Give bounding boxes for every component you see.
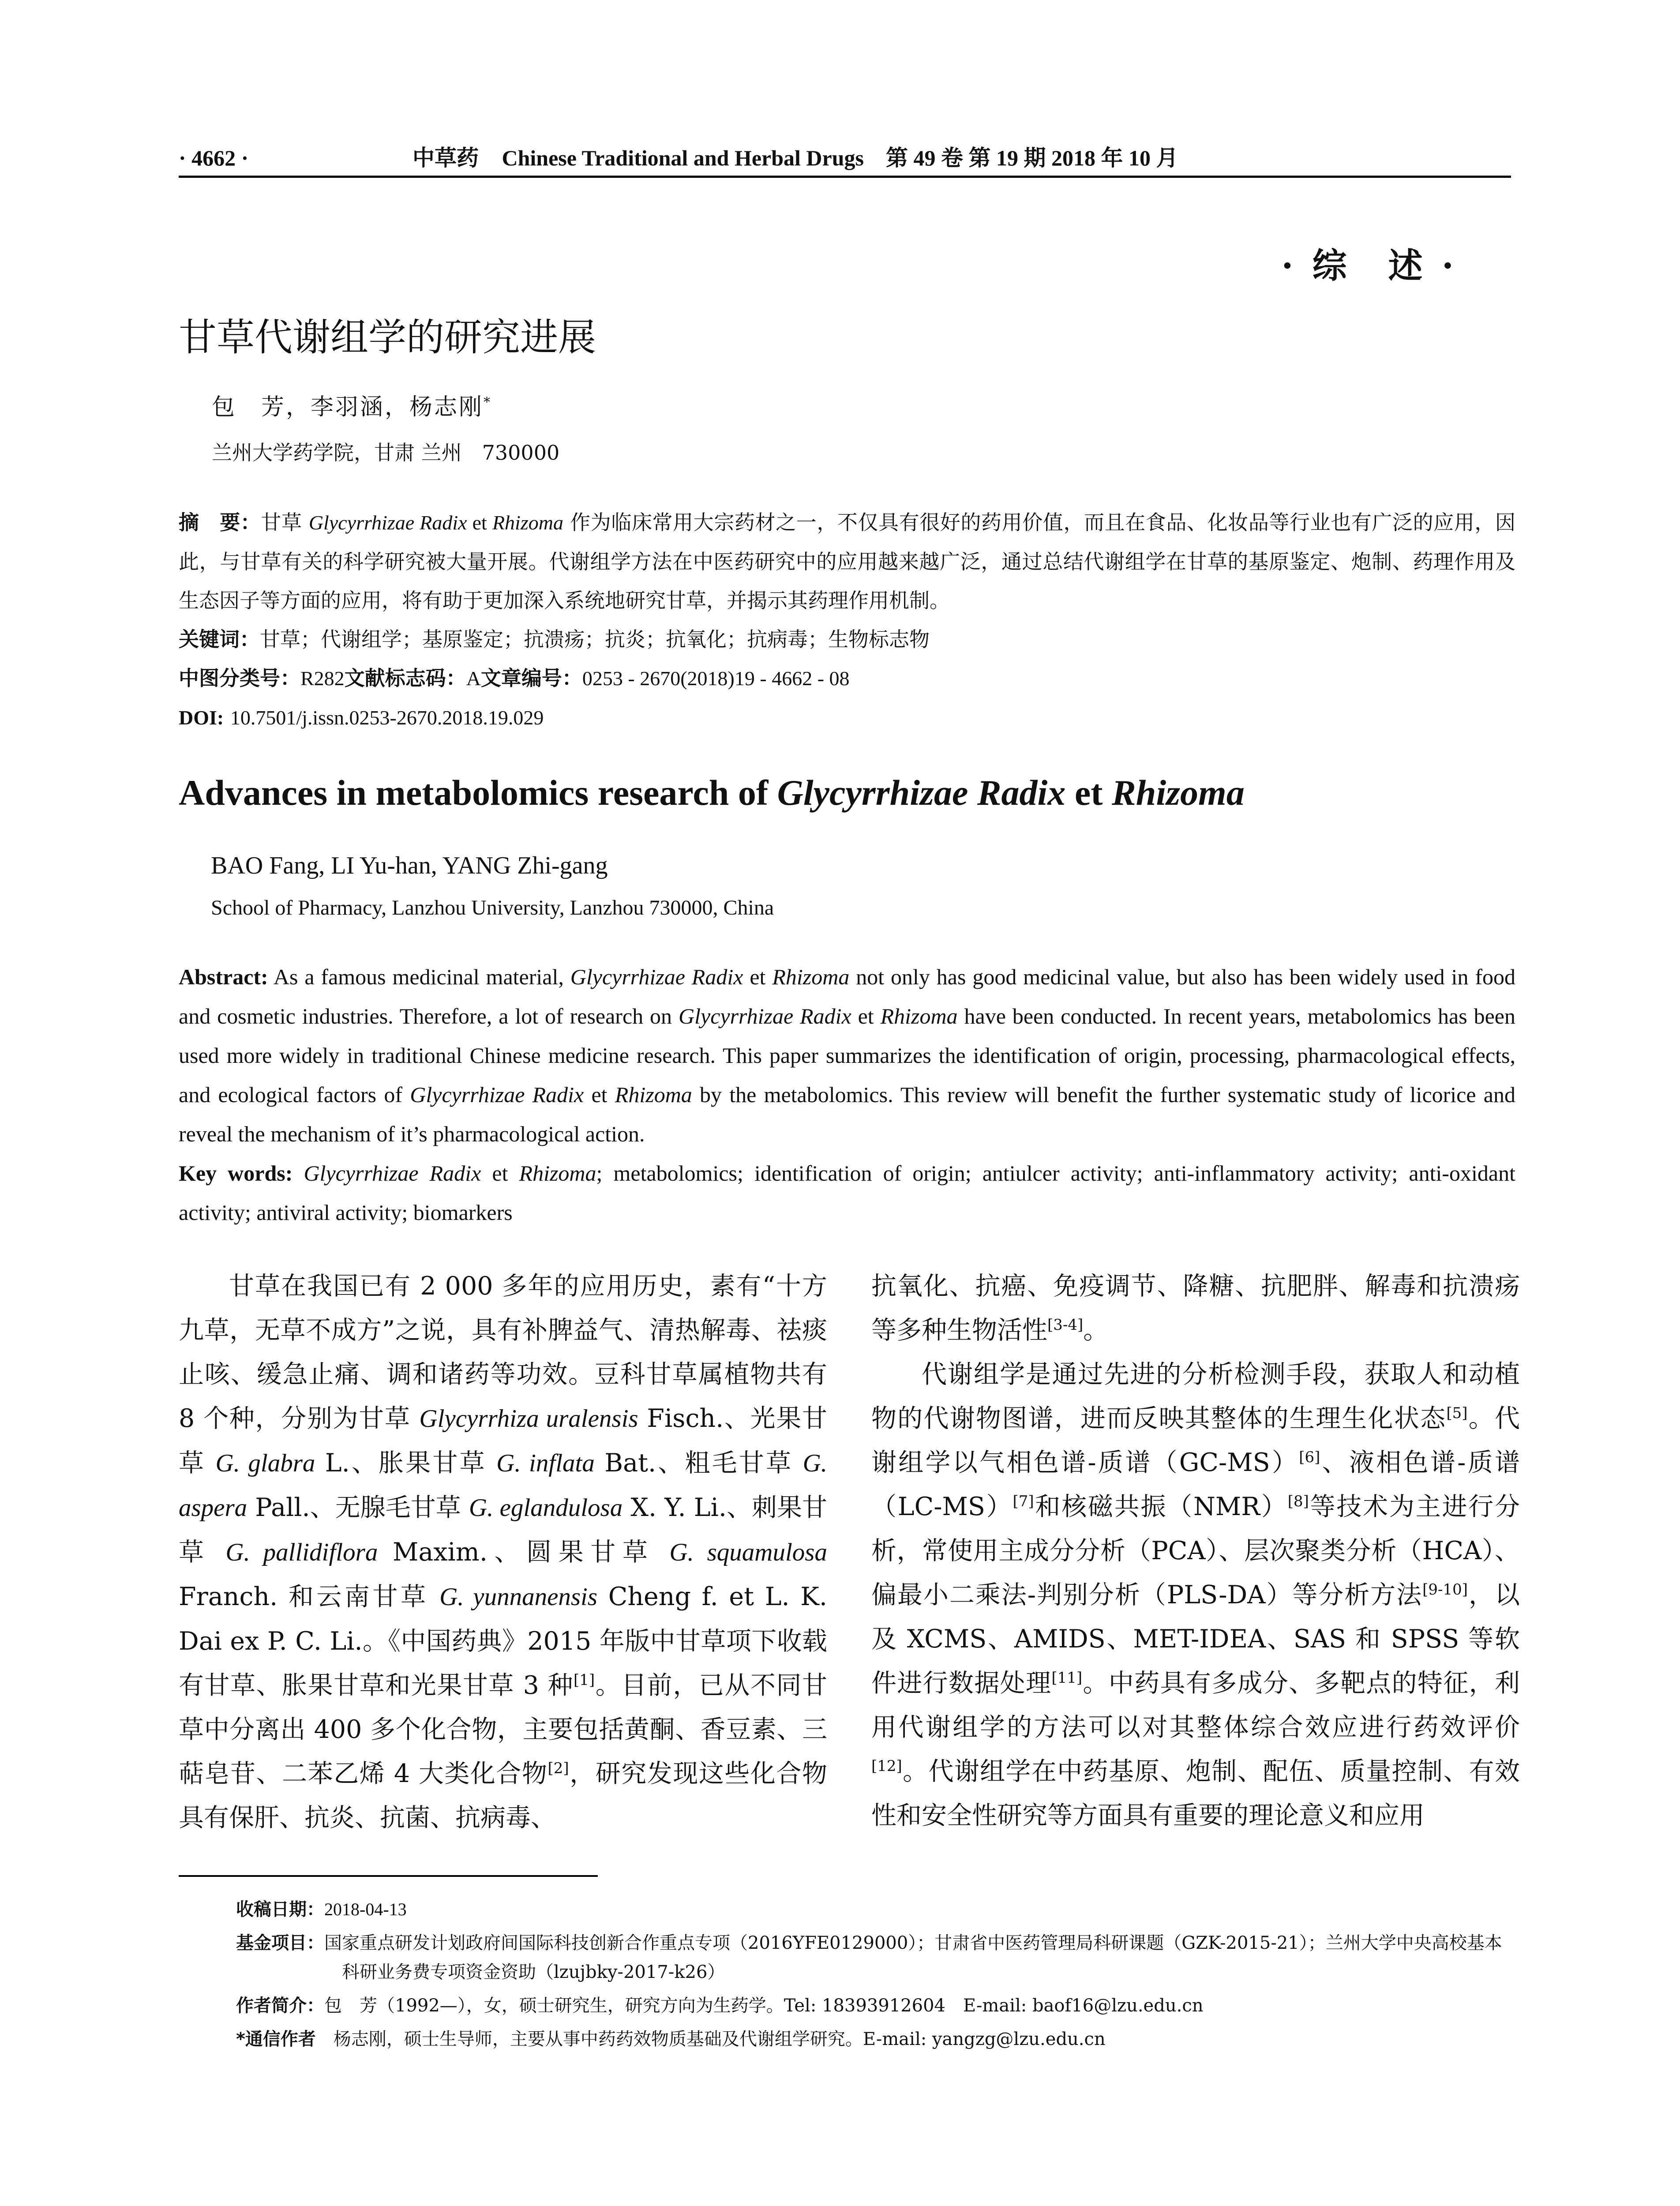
en-abstract-text: As a famous medicinal material, (268, 964, 570, 989)
en-title-text: Advances in metabolomics research of (179, 773, 777, 813)
footnote-text: 国家重点研发计划政府间国际科技创新合作重点专项（2016YFE0129000）；甘肃省中医药管理局科研课题（GZK-2015-21）；兰州大学中央高校基本科研业务费专项资金资助（lzujbky-2017-k26） (324, 1933, 1502, 1982)
body-text: 和核磁共振（NMR） (1034, 1492, 1288, 1521)
footnotes (236, 1895, 1515, 2058)
en-keywords-label: Key words: (179, 1161, 293, 1186)
citation-ref: [11] (1051, 1669, 1083, 1687)
body-text: 等技术为主进行分析，常使用主成分分析（PCA）、层次聚类分析（HCA）、偏最小二乘法-判别分析（PLS-DA）等分析方法 (871, 1492, 1520, 1609)
latin-name: G. inflata (496, 1449, 595, 1477)
footnote-received (236, 1895, 1515, 1924)
body-text: ，研究发现这些化合物具有保肝、抗炎、抗菌、抗病毒、 (179, 1759, 827, 1832)
footnote-author (236, 1991, 1515, 2020)
doi-label: DOI: (179, 706, 224, 729)
body-text: 、液相色谱-质谱（LC-MS） (871, 1448, 1520, 1521)
latin-name: G. yunnanensis (439, 1583, 598, 1611)
body-paragraph (871, 1264, 1520, 1352)
article-no-label: 文章编号： (480, 666, 582, 690)
footnote-text: 杨志刚，硕士生导师，主要从事中药药效物质基础及代谢组学研究。E-mail: yangzg@lzu.edu.cn (333, 2029, 1106, 2049)
cn-affiliation: 兰州大学药学院，甘肃 兰州 730000 (212, 441, 560, 465)
en-abstract (179, 957, 1515, 1154)
body-text: 甘草在我国已有 2 000 多年的应用历史，素有“十方九草，无草不成方”之说，具有补脾益气、清热解毒、祛痰止咳、缓急止痛、调和诸药等功效。豆科甘草属植物共有 8 个种，分别为甘草 (179, 1272, 827, 1433)
body-right-column (871, 1264, 1520, 1838)
en-abstract-text: have been conducted. In recent years, metabolomics has been used more widely in traditional Chinese medicine research. This paper summarizes the identification of origin, processing, pharmacological effects, and ecological factors of (179, 1004, 1515, 1107)
footnote-label: 基金项目： (236, 1933, 324, 1953)
journal-name-cn: 中草药 (412, 146, 479, 170)
body-text: L.、胀果甘草 (315, 1448, 497, 1478)
en-title (179, 772, 1245, 814)
footnote-text: 2018-04-13 (324, 1899, 407, 1919)
latin-name: Glycyrrhizae Radix (308, 511, 467, 534)
body-text: Cheng f. et L. K. Dai ex P. C. Li.。《中国药典》2015 年版中甘草项下收载有甘草、胀果甘草和光果甘草 3 种 (179, 1582, 827, 1700)
journal-issue: Chinese Traditional and Herbal Drugs 第 49 卷 第 19 期 2018 年 10 月 (502, 146, 1178, 170)
cn-authors-names: 包 芳，李羽涵，杨志刚 (212, 394, 484, 420)
body-text: 。中药具有多成分、多靶点的特征，利用代谢组学的方法可以对其整体综合效应进行药效评价 (871, 1669, 1520, 1742)
citation-ref: [9-10] (1422, 1581, 1468, 1598)
en-abstract-label: Abstract: (179, 964, 268, 989)
body-text: 抗氧化、抗癌、免疫调节、降糖、抗肥胖、解毒和抗溃疡等多种生物活性 (871, 1272, 1520, 1345)
doc-code-label: 文献标志码： (344, 666, 466, 690)
body-text: Fisch.、光果甘草 (179, 1404, 827, 1478)
cn-abstract (179, 503, 1515, 620)
cn-abstract-text: 作为临床常用大宗药材之一，不仅具有很好的药用价值，而且在食品、化妆品等行业也有广泛的应用，因此，与甘草有关的科学研究被大量开展。代谢组学方法在中医药研究中的应用越来越广泛，通过总结代谢组学在甘草的基原鉴定、炮制、药理作用及生态因子等方面的应用，将有助于更加深入系统地研究甘草，并揭示其药理作用机制。 (179, 510, 1516, 612)
cn-classification-row (179, 659, 1515, 698)
cn-abstract-block (179, 503, 1515, 737)
latin-name: Rhizoma (519, 1161, 596, 1186)
latin-name: Glycyrrhizae Radix (777, 773, 1066, 813)
en-affiliation: School of Pharmacy, Lanzhou University, Lanzhou 730000, China (211, 896, 774, 919)
cn-authors (212, 388, 492, 421)
body-text: 。代谢组学在中药基原、炮制、配伍、质量控制、有效性和安全性研究等方面具有重要的理论意义和应用 (871, 1757, 1520, 1830)
latin-name: Glycyrrhizae Radix (570, 964, 743, 989)
latin-et: et (481, 1161, 519, 1186)
latin-name: Rhizoma (1112, 773, 1245, 813)
body-text: 。目前，已从不同甘草中分离出 400 多个化合物，主要包括黄酮、香豆素、三萜皂苷、二苯乙烯 4 大类化合物 (179, 1671, 827, 1788)
article-no-cell (481, 666, 850, 690)
citation-ref: [7] (1012, 1493, 1034, 1510)
footnote-funding (236, 1928, 1515, 1987)
citation-ref: [5] (1446, 1404, 1468, 1422)
latin-name: Glycyrrhizae Radix (410, 1082, 584, 1107)
en-abstract-block (179, 957, 1515, 1232)
citation-ref: [8] (1287, 1493, 1309, 1510)
cn-abstract-text: 甘草 (261, 510, 309, 534)
footnote-text: 包 芳（1992—），女，硕士研究生，研究方向为生药学。Tel: 18393912604 E-mail: baof16@lzu.edu.cn (324, 1996, 1204, 2016)
latin-name: G. glabra (215, 1449, 315, 1477)
citation-ref: [2] (548, 1760, 569, 1777)
cn-title: 甘草代谢组学的研究进展 (179, 315, 596, 360)
latin-name: Glycyrrhiza uralensis (419, 1405, 638, 1433)
latin-et: et (743, 964, 772, 989)
body-text: X. Y. Li.、刺果甘草 (179, 1493, 828, 1567)
en-abstract-text: by the metabolomics. This review will benefit the further systematic study of licorice and reveal the mechanism of it’s pharmacological action. (179, 1082, 1515, 1146)
cn-keywords-label: 关键词： (179, 627, 260, 651)
citation-ref: [6] (1299, 1448, 1320, 1466)
latin-name: Rhizoma (772, 964, 850, 989)
doi-value: 10.7501/j.issn.0253-2670.2018.19.029 (230, 706, 544, 729)
body-text: Franch. 和云南甘草 (179, 1582, 440, 1611)
cn-abstract-label: 摘 要： (179, 510, 261, 534)
latin-et: et (467, 511, 492, 534)
body-paragraph (871, 1352, 1520, 1838)
body-text: 。 (1083, 1316, 1109, 1345)
body-left-column (179, 1264, 827, 1840)
en-authors: BAO Fang, LI Yu-han, YANG Zhi-gang (211, 852, 608, 879)
latin-name: G. eglandulosa (469, 1494, 623, 1522)
citation-ref: [1] (574, 1671, 595, 1689)
article-no-value: 0253 - 2670(2018)19 - 4662 - 08 (582, 667, 850, 690)
body-text: Bat.、粗毛甘草 (594, 1448, 803, 1478)
doc-code-cell (345, 666, 481, 690)
clc-cell (179, 666, 345, 690)
footnote-rule (179, 1875, 598, 1877)
latin-name: Rhizoma (615, 1082, 692, 1107)
en-abstract-text: not only has good medicinal value, but also has been widely used in food and cosmetic industries. Therefore, a lot of research on (179, 964, 1515, 1028)
journal-name (412, 140, 1178, 176)
latin-name: Glycyrrhizae Radix (679, 1004, 851, 1028)
body-text: 。代谢组学以气相色谱-质谱（GC-MS） (871, 1404, 1520, 1477)
cn-keywords-text: 甘草；代谢组学；基原鉴定；抗溃疡；抗炎；抗氧化；抗病毒；生物标志物 (260, 627, 930, 651)
latin-et: et (851, 1004, 881, 1028)
running-head (179, 140, 1511, 178)
en-keywords (179, 1154, 1515, 1232)
latin-name: G. squamulosa (669, 1538, 827, 1566)
body-text: Maxim.、圆果甘草 (378, 1538, 670, 1567)
latin-name: Glycyrrhizae Radix (304, 1161, 481, 1186)
doi-row (179, 698, 1515, 737)
clc-label: 中图分类号： (179, 666, 300, 690)
en-keywords-text: ; metabolomics; identification of origin; antiulcer activity; anti-inflammatory activity; anti-oxidant activity; antiviral activity; biomarkers (179, 1161, 1515, 1225)
footnote-label: *通信作者 (236, 2029, 316, 2049)
citation-ref: [3-4] (1047, 1316, 1084, 1334)
corresponding-mark: * (484, 394, 492, 410)
body-text: Pall.、无腺毛甘草 (247, 1493, 469, 1522)
latin-name: G. pallidiflora (225, 1538, 378, 1566)
page-number: · 4662 · (179, 146, 249, 170)
body-text: ，以及 XCMS、AMIDS、MET-IDEA、SAS 和 SPSS 等软件进行数据处理 (871, 1580, 1520, 1698)
latin-name: Rhizoma (492, 511, 563, 534)
footnote-label: 作者简介： (236, 1996, 324, 2016)
latin-et: et (1065, 773, 1112, 813)
citation-ref: [12] (871, 1757, 902, 1775)
footnote-corresponding (236, 2025, 1515, 2054)
cn-keywords (179, 620, 1515, 659)
doc-code-value: A (466, 667, 481, 690)
section-tag: · 综 述 · (1281, 246, 1457, 286)
body-text: 代谢组学是通过先进的分析检测手段，获取人和动植物的代谢物图谱，进而反映其整体的生理生化状态 (871, 1360, 1520, 1433)
clc-value: R282 (300, 667, 345, 690)
footnote-label: 收稿日期： (236, 1899, 324, 1920)
body-paragraph (179, 1264, 827, 1840)
latin-name: Rhizoma (880, 1004, 958, 1028)
latin-et: et (584, 1082, 615, 1107)
latin-name: G. aspera (179, 1449, 828, 1522)
